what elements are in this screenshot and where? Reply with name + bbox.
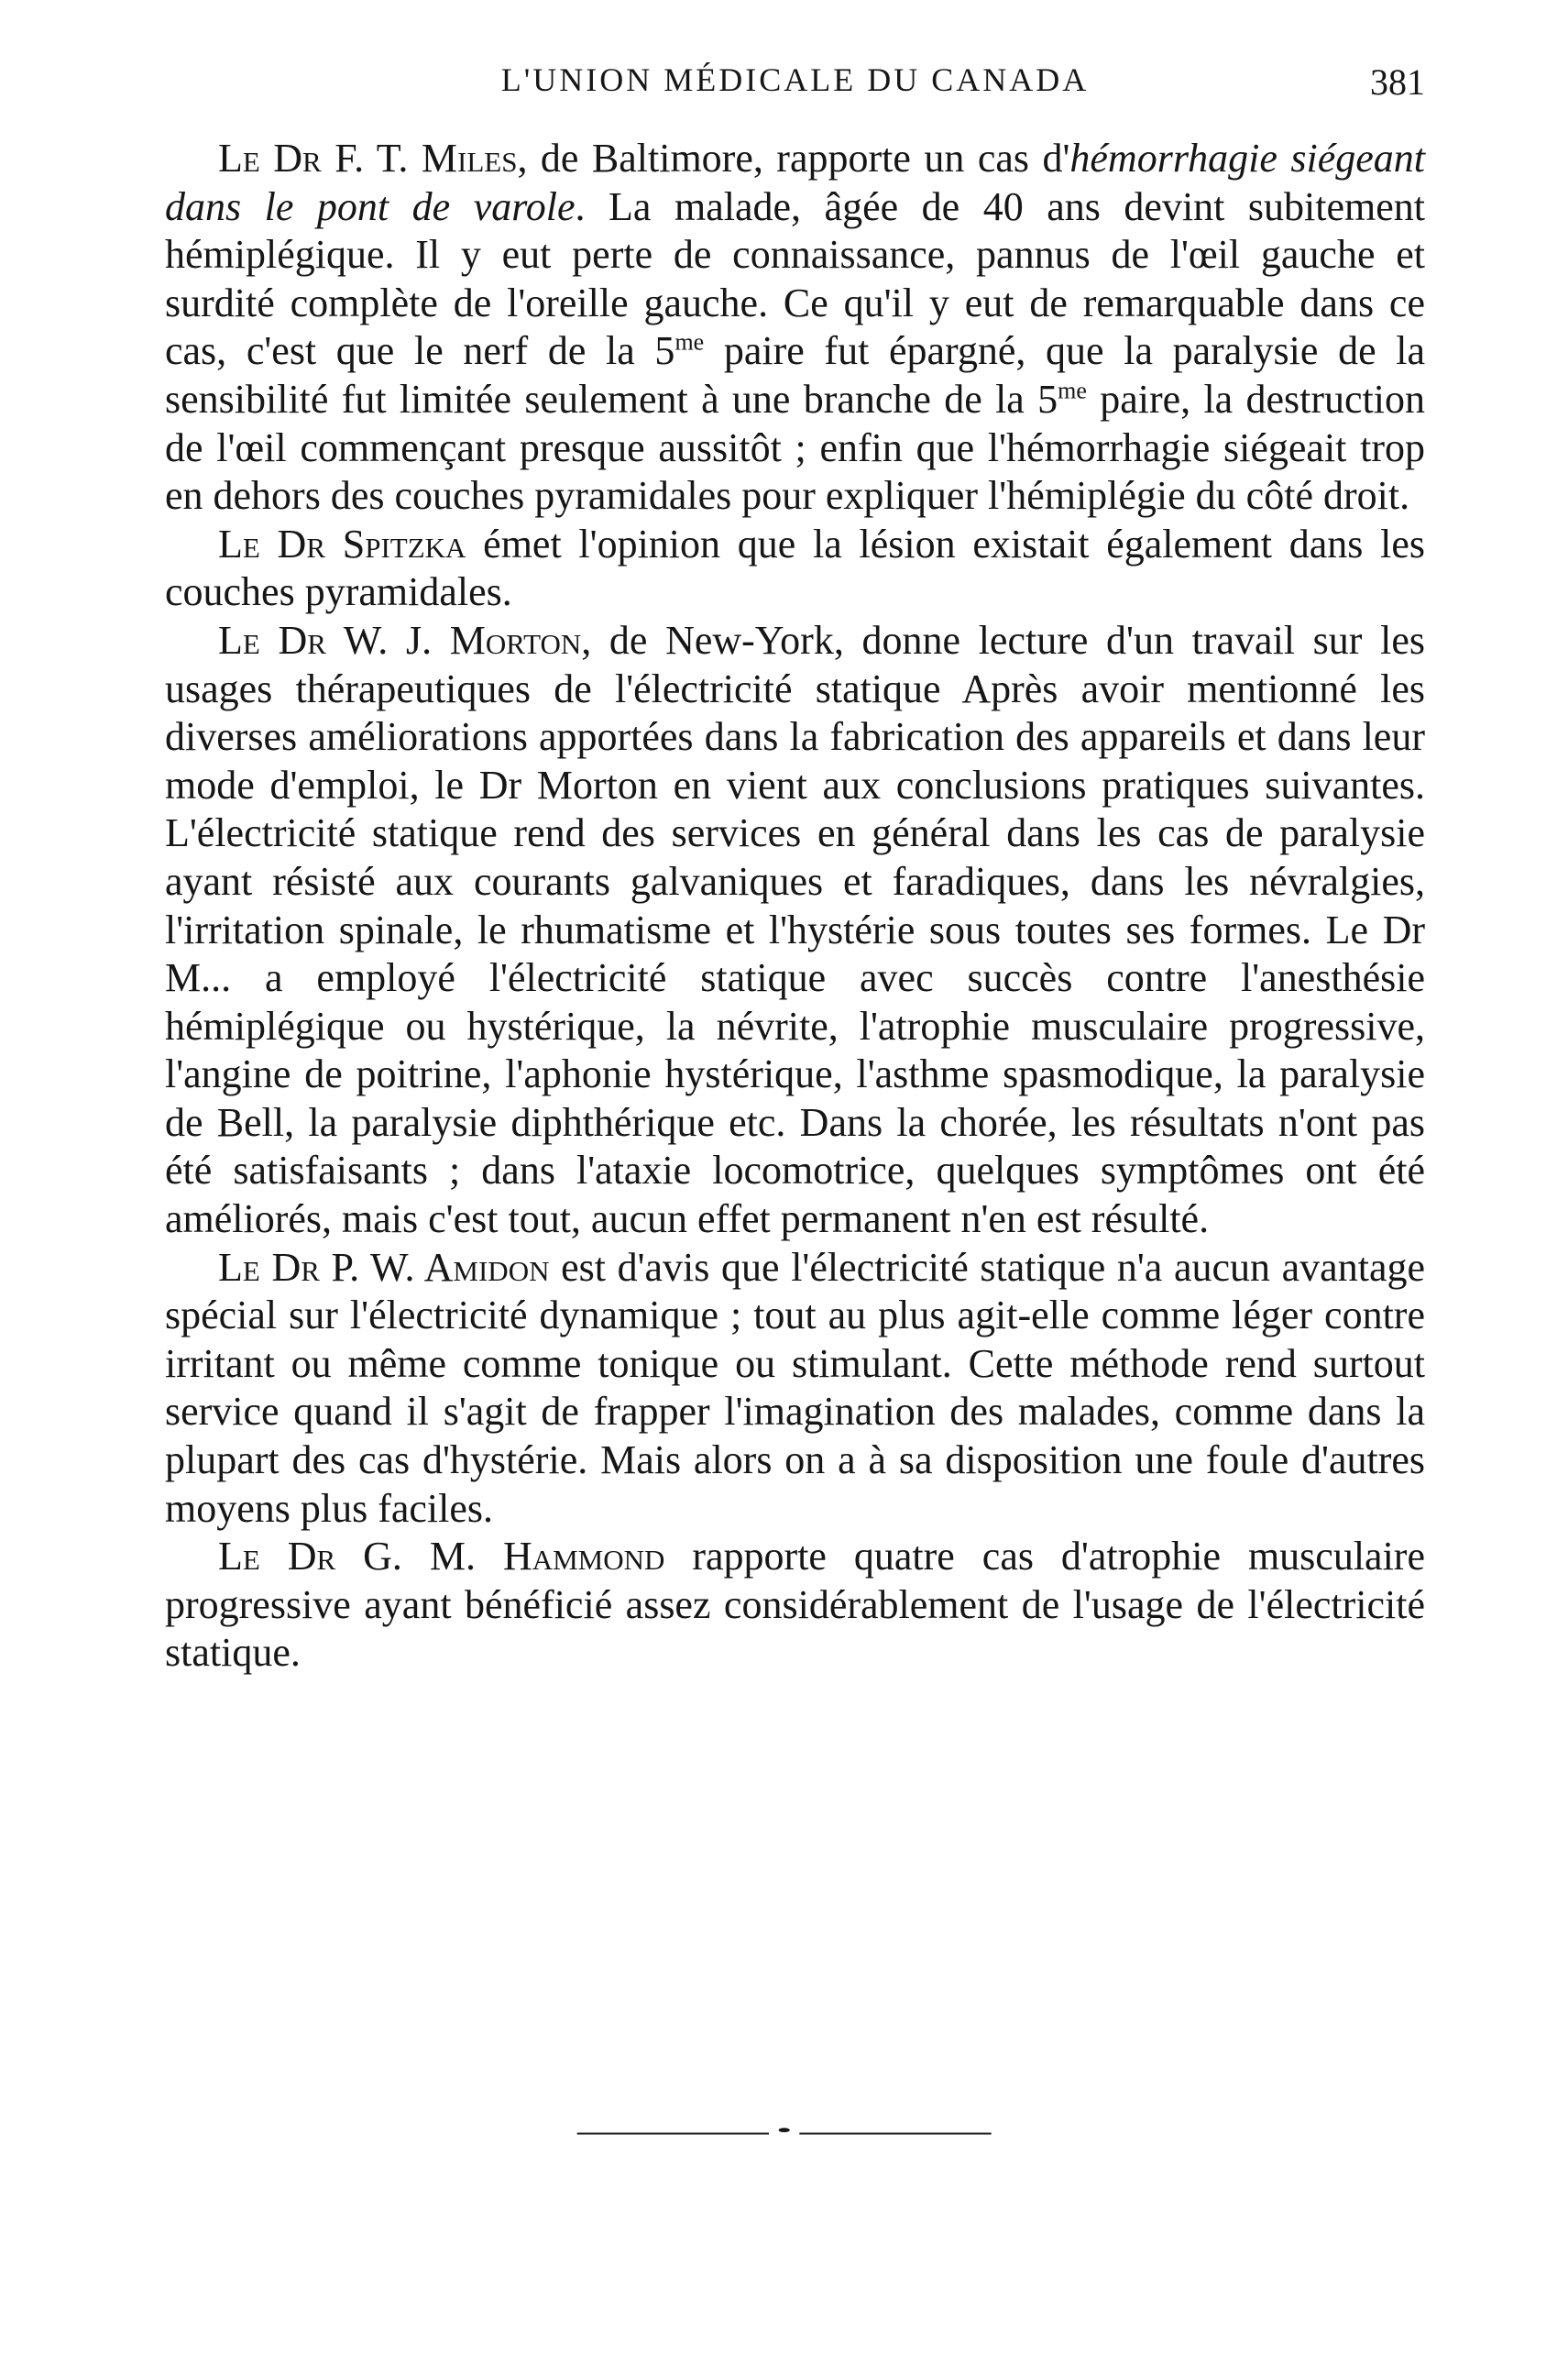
paragraph-text: , de New-York, donne lecture d'un travail sur les usages thérapeutiques de l'électricité statique Après avoir mentionné les diverses améliorations apportées dans la fabrication des appareils et dans leur mode d'emploi, le Dr Morton en vient aux conclusions pratiques suivantes. L'électricité statique rend des services en général dans les cas de paralysie ayant résisté aux courants galvaniques et faradiques, dans les névralgies, l'irritation spinale, le rhumatisme et l'hystérie sous toutes ses formes. Le Dr M... a employé l'électricité statique avec succès contre l'anesthésie hémiplégique ou hystérique, la névrite, l'atrophie musculaire progressive, l'angine de poitrine, l'aphonie hystérique, l'asthme spasmodique, la paralysie de Bell, la paralysie diphthérique etc. Dans la chorée, les résultats n'ont pas été satisfaisants ; dans l'ataxie locomotrice, quelques symptômes ont été améliorés, mais c'est tout, aucun effet permanent n'en est résulté. [165, 617, 1425, 1242]
article-body [165, 135, 1425, 1678]
italic-title: hémorrhagie siégeant dans le pont de varole [165, 136, 1426, 229]
paragraph-text: , de Baltimore, rapporte un cas d' [517, 136, 1070, 181]
paragraph-text: paire fut épargné, que la paralysie de la sensibilité fut limitée seulement à une branche de la 5 [165, 328, 1425, 422]
paragraph-text: . La malade, âgée de 40 ans devint subitement hémiplégique. Il y eut perte de connaissance, pannus de l'œil gauche et surdité complète de l'oreille gauche. Ce qu'il y eut de remarquable dans ce cas, c'est que le nerf de la 5 [165, 183, 1425, 374]
speaker-name: Le Dr P. W. Amidon [218, 1244, 550, 1290]
running-title: L'UNION MÉDICALE DU CANADA [500, 61, 1090, 98]
paragraph-text: rapporte quatre cas d'atrophie musculaire progressive ayant bénéficié assez considérablement de l'usage de l'électricité statique. [165, 1534, 1425, 1676]
speaker-name: Le Dr W. J. Morton [218, 617, 582, 663]
paragraph-spitzka [165, 521, 1425, 617]
ordinal-superscript: me [674, 328, 705, 356]
paragraph-amidon [165, 1244, 1425, 1534]
paragraph-miles [165, 135, 1425, 521]
speaker-name: Le Dr G. M. Hammond [218, 1534, 665, 1579]
section-end-ornament [0, 2108, 1568, 2151]
speaker-name: Le Dr Spitzka [218, 521, 466, 567]
paragraph-text: paire, la destruction de l'œil commençant presque aussitôt ; enfin que l'hémorrhagie siégeait trop en dehors des couches pyramidales pour expliquer l'hémiplégie du côté droit. [165, 376, 1425, 519]
paragraph-morton [165, 617, 1425, 1244]
speaker-name: Le Dr F. T. Miles [218, 136, 518, 181]
page-number: 381 [1370, 61, 1425, 103]
ordinal-superscript: me [1058, 377, 1087, 404]
paragraph-hammond [165, 1533, 1425, 1678]
paragraph-text: est d'avis que l'électricité statique n'a aucun avantage spécial sur l'électricité dynamique ; tout au plus agit-elle comme léger contre irritant ou même comme tonique ou stimulant. Cette méthode rend surtout service quand il s'agit de frapper l'imagination des malades, comme dans la plupart des cas d'hystérie. Mais alors on a à sa disposition une foule d'autres moyens plus faciles. [165, 1244, 1425, 1531]
paragraph-text: émet l'opinion que la lésion existait également dans les couches pyramidales. [165, 521, 1425, 615]
page-header [165, 61, 1425, 116]
ornament-rule: ——·—— [577, 2109, 991, 2151]
